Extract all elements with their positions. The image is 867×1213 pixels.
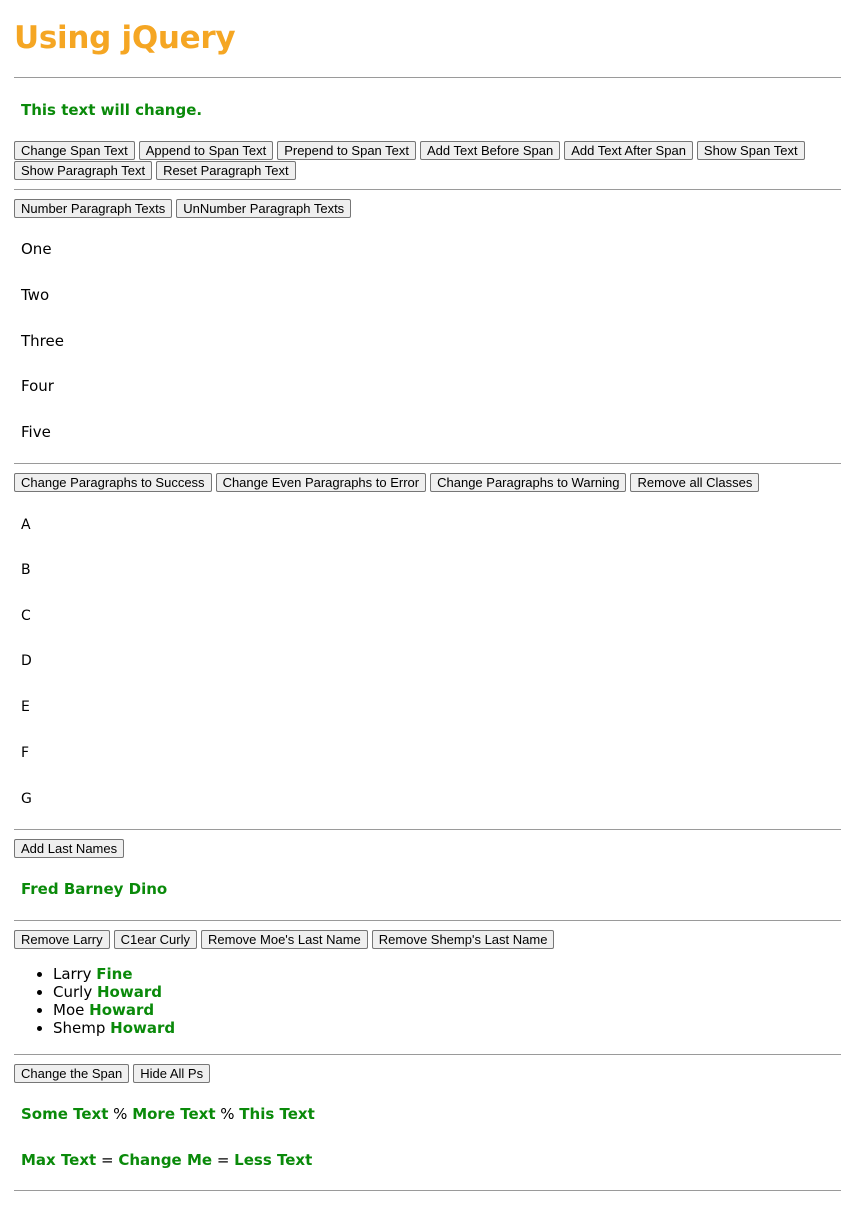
last-name: Howard — [110, 1019, 176, 1037]
hide-all-ps-button[interactable]: Hide All Ps — [133, 1064, 210, 1083]
number-paragraph: Four — [21, 377, 54, 395]
last-name: Howard — [89, 1001, 155, 1019]
number-paragraph: Five — [21, 423, 51, 441]
names-button-row — [14, 839, 841, 859]
divider — [14, 189, 841, 190]
last-name: Howard — [96, 983, 162, 1001]
remove-moe-last-name-button[interactable]: Remove Moe's Last Name — [201, 930, 368, 949]
span-button-row — [14, 141, 841, 181]
change-span-text-button[interactable]: Change Span Text — [14, 141, 135, 160]
prepend-span-text-button[interactable]: Prepend to Span Text — [277, 141, 416, 160]
number-paragraph: One — [21, 240, 52, 258]
divider — [14, 463, 841, 464]
letter-paragraph: D — [21, 653, 32, 669]
letter-paragraph: E — [21, 699, 30, 715]
list-item — [53, 1001, 175, 1019]
names-text: Fred Barney Dino — [21, 880, 168, 898]
span-max-text: Max Text — [21, 1151, 97, 1169]
add-text-before-span-button[interactable]: Add Text Before Span — [420, 141, 560, 160]
number-paragraph: Three — [21, 332, 64, 350]
warning-paragraphs-button[interactable]: Change Paragraphs to Warning — [430, 473, 626, 492]
divider — [14, 1054, 841, 1055]
separator: = — [96, 1151, 119, 1169]
number-paragraphs-button[interactable]: Number Paragraph Texts — [14, 199, 172, 218]
change-the-span-button[interactable]: Change the Span — [14, 1064, 129, 1083]
number-button-row — [14, 199, 841, 219]
span-line-1 — [21, 1105, 315, 1123]
page-title: Using jQuery — [14, 20, 236, 56]
stooges-button-row — [14, 930, 841, 950]
span-this-text: This Text — [239, 1105, 315, 1123]
add-text-after-span-button[interactable]: Add Text After Span — [564, 141, 693, 160]
separator: = — [212, 1151, 235, 1169]
unnumber-paragraphs-button[interactable]: UnNumber Paragraph Texts — [176, 199, 351, 218]
list-item — [53, 965, 175, 983]
first-name: Moe — [53, 1001, 85, 1019]
show-span-text-button[interactable]: Show Span Text — [697, 141, 805, 160]
span-change-button-row — [14, 1064, 841, 1084]
separator: % — [215, 1105, 240, 1123]
divider — [14, 1190, 841, 1191]
first-name: Shemp — [53, 1019, 106, 1037]
remove-larry-button[interactable]: Remove Larry — [14, 930, 110, 949]
stooges-list — [14, 965, 175, 1037]
span-change-me: Change Me — [118, 1151, 213, 1169]
divider — [14, 829, 841, 830]
letter-paragraph: G — [21, 791, 32, 807]
span-some-text: Some Text — [21, 1105, 109, 1123]
remove-classes-button[interactable]: Remove all Classes — [630, 473, 759, 492]
first-name: Larry — [53, 965, 92, 983]
add-last-names-button[interactable]: Add Last Names — [14, 839, 124, 858]
list-item — [53, 983, 175, 1001]
span-less-text: Less Text — [234, 1151, 313, 1169]
divider — [14, 920, 841, 921]
span-more-text: More Text — [132, 1105, 216, 1123]
letter-paragraph: A — [21, 517, 31, 533]
letter-paragraph: F — [21, 745, 30, 761]
separator: % — [108, 1105, 133, 1123]
clear-curly-button[interactable]: C1ear Curly — [114, 930, 197, 949]
success-paragraphs-button[interactable]: Change Paragraphs to Success — [14, 473, 212, 492]
remove-shemp-last-name-button[interactable]: Remove Shemp's Last Name — [372, 930, 555, 949]
divider — [14, 77, 841, 78]
class-button-row — [14, 473, 841, 493]
append-span-text-button[interactable]: Append to Span Text — [139, 141, 273, 160]
last-name: Fine — [96, 965, 133, 983]
first-name: Curly — [53, 983, 93, 1001]
list-item — [53, 1019, 175, 1037]
reset-paragraph-text-button[interactable]: Reset Paragraph Text — [156, 161, 296, 180]
number-paragraph: Two — [21, 286, 50, 304]
show-paragraph-text-button[interactable]: Show Paragraph Text — [14, 161, 152, 180]
span-line-2 — [21, 1151, 312, 1169]
letter-paragraph: C — [21, 608, 31, 624]
changing-span-text: This text will change. — [21, 101, 203, 119]
letter-paragraph: B — [21, 562, 31, 578]
error-even-paragraphs-button[interactable]: Change Even Paragraphs to Error — [216, 473, 427, 492]
